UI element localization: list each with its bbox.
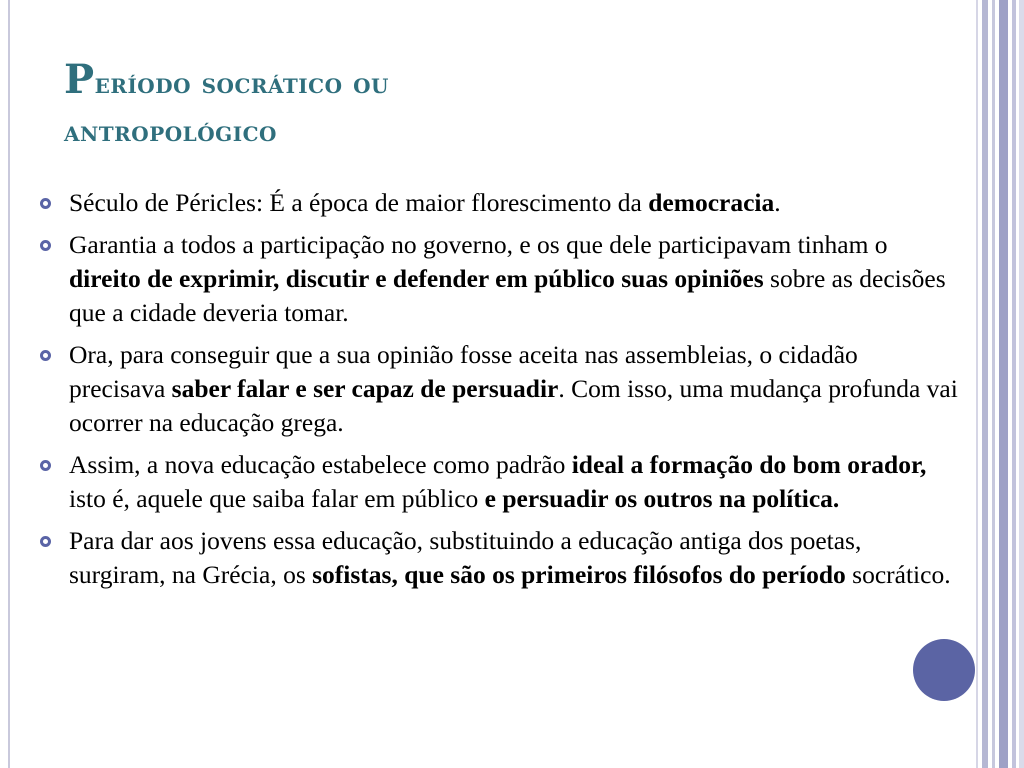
list-item xyxy=(40,338,960,440)
bullet-list xyxy=(40,186,960,600)
stripe xyxy=(1012,0,1016,768)
text-run: . Com isso, uma mudança profunda vai ocorrer na educação grega. xyxy=(69,374,958,437)
stripe xyxy=(992,0,995,768)
text-run: isto é, aquele que saiba falar em público xyxy=(69,484,485,513)
list-item xyxy=(40,524,960,592)
filled-circle-icon xyxy=(913,639,975,701)
page-title xyxy=(64,56,924,155)
ring-bullet-icon xyxy=(40,536,51,547)
ring-bullet-icon xyxy=(40,350,51,361)
text-run: socrático. xyxy=(845,560,951,589)
ring-bullet-icon xyxy=(40,240,51,251)
text-run: Ora, para conseguir que a sua opinião fosse aceita nas assembleias, o cidadão precisava xyxy=(69,340,858,403)
text-run: sobre as decisões que a cidade deveria tomar. xyxy=(69,264,946,327)
list-item xyxy=(40,186,960,220)
title-line2: antropológico xyxy=(64,114,277,148)
left-border-line xyxy=(8,0,10,768)
bold-text: sofistas, que são os primeiros filósofos do período xyxy=(312,560,846,589)
text-run: . xyxy=(774,188,781,217)
list-item xyxy=(40,228,960,330)
list-item xyxy=(40,448,960,516)
text-run: Para dar aos jovens essa educação, substituindo a educação antiga dos poetas, surgiram, na Grécia, os xyxy=(69,526,862,589)
stripe xyxy=(999,0,1008,768)
bold-text: ideal a formação do bom orador, xyxy=(571,450,927,479)
title-line1: eríodo socrático ou xyxy=(94,66,389,100)
bold-text: direito de exprimir, discutir e defender em público suas opiniões xyxy=(69,264,764,293)
stripe xyxy=(976,0,978,768)
title-initial: P xyxy=(64,56,95,103)
text-run: Assim, a nova educação estabelece como padrão xyxy=(69,450,572,479)
ring-bullet-icon xyxy=(40,198,51,209)
text-run: Garantia a todos a participação no governo, e os que dele participavam tinham o xyxy=(69,230,888,259)
text-run: Século de Péricles: É a época de maior florescimento da xyxy=(69,188,649,217)
stripe xyxy=(982,0,988,768)
ring-bullet-icon xyxy=(40,460,51,471)
bold-text: e persuadir os outros na política. xyxy=(484,484,840,513)
right-decorative-stripes xyxy=(976,0,1024,768)
stripe xyxy=(1019,0,1024,768)
bold-text: saber falar e ser capaz de persuadir xyxy=(171,374,559,403)
bold-text: democracia xyxy=(648,188,775,217)
